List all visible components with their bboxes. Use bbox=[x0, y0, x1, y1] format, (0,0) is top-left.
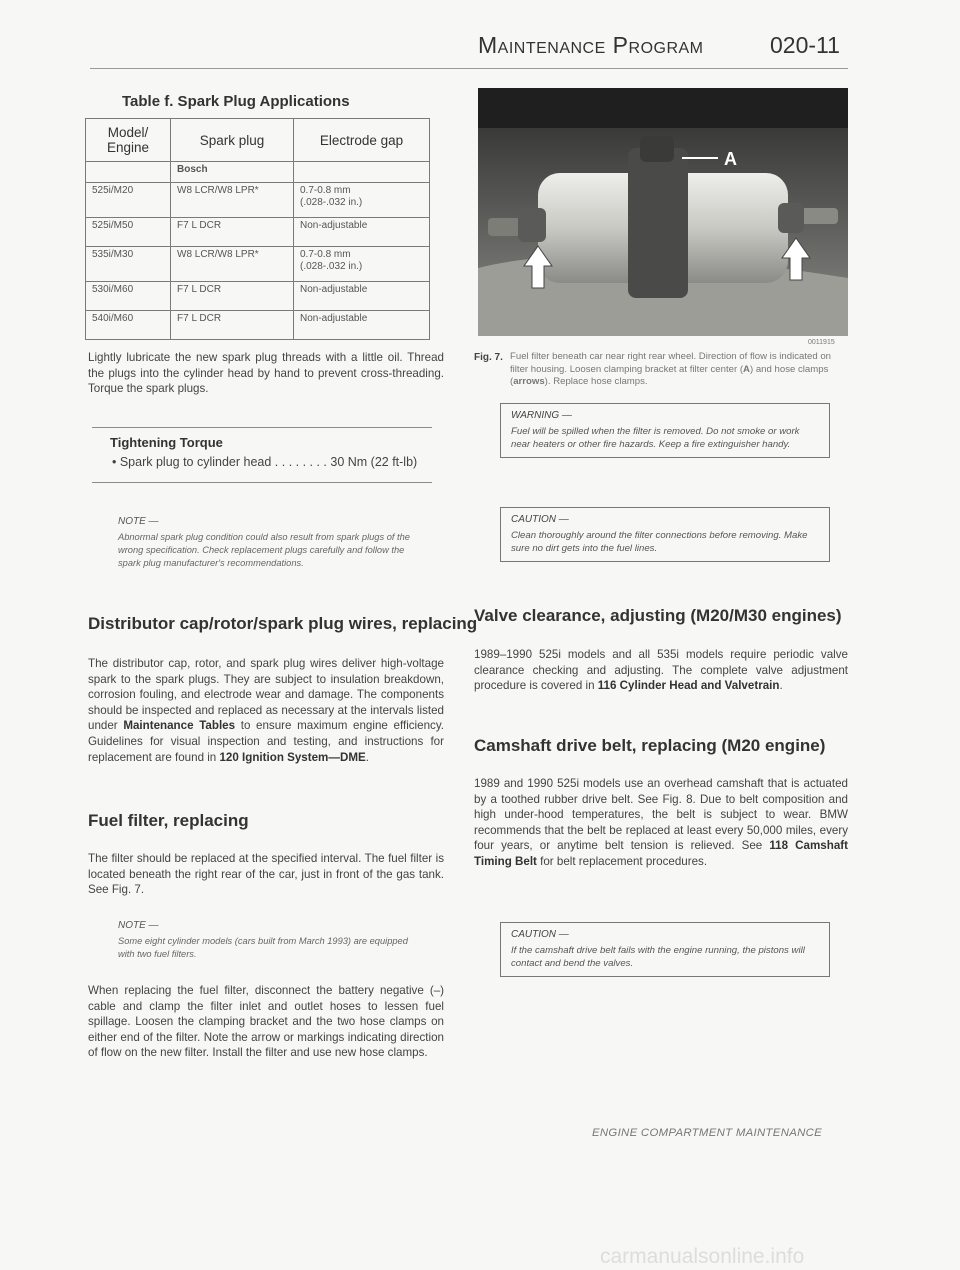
torque-top-rule bbox=[92, 427, 432, 428]
table-caption: Table f. Spark Plug Applications bbox=[122, 93, 350, 110]
section-heading-valve-clearance: Valve clearance, adjusting (M20/M30 engines) bbox=[474, 606, 842, 625]
warning-text: Fuel will be spilled when the filter is removed. Do not smoke or work near heaters or other fire hazards. Keep a fire extinguisher handy. bbox=[511, 426, 800, 450]
note-label: NOTE — bbox=[118, 920, 159, 931]
cell-gap: 0.7-0.8 mm (.028-.032 in.) bbox=[294, 247, 430, 282]
caution-text: Clean thoroughly around the filter connections before removing. Make sure no dirt gets into the fuel lines. bbox=[511, 530, 808, 554]
fuel-filter-paragraph: The filter should be replaced at the specified interval. The fuel filter is located beneath the right rear of the car, just in front of the gas tank. See Fig. 7. bbox=[88, 852, 444, 897]
cell-model: 535i/M30 bbox=[86, 247, 171, 282]
subheader-brand: Bosch bbox=[171, 162, 294, 183]
caution-label: CAUTION — bbox=[511, 514, 569, 525]
cell-plug: F7 L DCR bbox=[171, 218, 294, 247]
table-row bbox=[86, 282, 430, 311]
cell-plug: W8 LCR/W8 LPR* bbox=[171, 247, 294, 282]
table-row bbox=[86, 218, 430, 247]
cell-plug: F7 L DCR bbox=[171, 311, 294, 340]
table-row bbox=[86, 183, 430, 218]
figure-label: Fig. 7. bbox=[474, 352, 503, 363]
col-header-model: Model/ Engine bbox=[86, 119, 171, 162]
cell-gap: Non-adjustable bbox=[294, 218, 430, 247]
col-header-electrode-gap: Electrode gap bbox=[294, 119, 430, 162]
torque-bottom-rule bbox=[92, 482, 432, 483]
table-header-row bbox=[86, 119, 430, 162]
photo-callout: A bbox=[724, 149, 737, 169]
cell-model: 540i/M60 bbox=[86, 311, 171, 340]
replace-filter-paragraph: When replacing the fuel filter, disconnect the battery negative (–) cable and clamp the filter inlet and outlet hoses to lessen fuel spillage. Loosen the clamping bracket and the two hose clamps on either end of the filter. Note the arrow or markings indicating direction of flow on the new filter. Install the filter and use new hose clamps. bbox=[88, 984, 444, 1060]
cell-gap: 0.7-0.8 mm (.028-.032 in.) bbox=[294, 183, 430, 218]
cell-gap: Non-adjustable bbox=[294, 282, 430, 311]
caution-label: CAUTION — bbox=[511, 929, 569, 940]
image-code: 0011915 bbox=[808, 339, 835, 346]
note-label: NOTE — bbox=[118, 516, 159, 527]
figure-caption: Fuel filter beneath car near right rear wheel. Direction of flow is indicated on filter housing. Loosen clamping bracket at filter center (A) and hose clamps (arrows). Replace hose clamps. bbox=[510, 351, 832, 387]
distributor-paragraph: The distributor cap, rotor, and spark plug wires deliver high-voltage spark to the spark plugs. They are subject to insulation breakdown, corrosion fouling, and electrode wear and damage. The components should be inspected and replaced as necessary at the intervals listed under Maintenance Tables to ensure maximum engine efficiency. Guidelines for visual inspection and testing, and instructions for replacement are found in 120 Ignition System—DME. bbox=[88, 657, 444, 764]
watermark: carmanualsonline.info bbox=[600, 1245, 805, 1268]
table-row bbox=[86, 247, 430, 282]
running-header-title: Maintenance Program bbox=[478, 32, 704, 58]
running-footer: ENGINE COMPARTMENT MAINTENANCE bbox=[592, 1127, 823, 1139]
caution-box bbox=[500, 507, 830, 562]
table-subheader-row bbox=[86, 162, 430, 183]
camshaft-paragraph: 1989 and 1990 525i models use an overhead camshaft that is actuated by a toothed rubber drive belt. See Fig. 8. Due to belt composition and high under-hood temperatures, the belt is subject to wear. BMW recommends that the belt be replaced at least every 50,000 miles, every four years, or anytime belt tension is relieved. See 118 Camshaft Timing Belt for belt replacement procedures. bbox=[474, 777, 848, 868]
valve-paragraph: 1989–1990 525i models and all 535i models require periodic valve clearance checking and adjusting. The complete valve adjustment procedure is covered in 116 Cylinder Head and Valvetrain. bbox=[474, 648, 848, 693]
spark-plug-table bbox=[85, 118, 430, 340]
fuel-filter-photo bbox=[478, 88, 848, 336]
lubricate-paragraph: Lightly lubricate the new spark plug threads with a little oil. Thread the plugs into the cylinder head by hand to prevent cross-threading. Torque the spark plugs. bbox=[88, 351, 444, 396]
cell-gap: Non-adjustable bbox=[294, 311, 430, 340]
section-heading-camshaft-belt: Camshaft drive belt, replacing (M20 engine) bbox=[474, 736, 826, 755]
note-text: Some eight cylinder models (cars built from March 1993) are equipped with two fuel filters. bbox=[118, 936, 408, 959]
cell-model: 525i/M50 bbox=[86, 218, 171, 247]
fuel-filter-illustration bbox=[478, 88, 848, 336]
table-row bbox=[86, 311, 430, 340]
header-rule bbox=[90, 68, 848, 69]
torque-spec: • Spark plug to cylinder head . . . . . . . . 30 Nm (22 ft-lb) bbox=[112, 455, 418, 469]
cell-plug: W8 LCR/W8 LPR* bbox=[171, 183, 294, 218]
cell-model: 525i/M20 bbox=[86, 183, 171, 218]
torque-title: Tightening Torque bbox=[110, 435, 223, 450]
caution-text: If the camshaft drive belt fails with the engine running, the pistons will contact and bend the valves. bbox=[511, 945, 805, 969]
cell-model: 530i/M60 bbox=[86, 282, 171, 311]
section-heading-distributor: Distributor cap/rotor/spark plug wires, replacing bbox=[88, 614, 478, 633]
section-heading-fuel-filter: Fuel filter, replacing bbox=[88, 811, 249, 830]
warning-label: WARNING — bbox=[511, 410, 572, 421]
caution-box bbox=[500, 922, 830, 977]
warning-box bbox=[500, 403, 830, 458]
col-header-spark-plug: Spark plug bbox=[171, 119, 294, 162]
cell-plug: F7 L DCR bbox=[171, 282, 294, 311]
note-text: Abnormal spark plug condition could also result from spark plugs of the wrong specification. Check replacement plugs carefully and follow the spark plug manufacturer's recommendations. bbox=[118, 532, 410, 568]
page-number: 020-11 bbox=[770, 32, 840, 58]
